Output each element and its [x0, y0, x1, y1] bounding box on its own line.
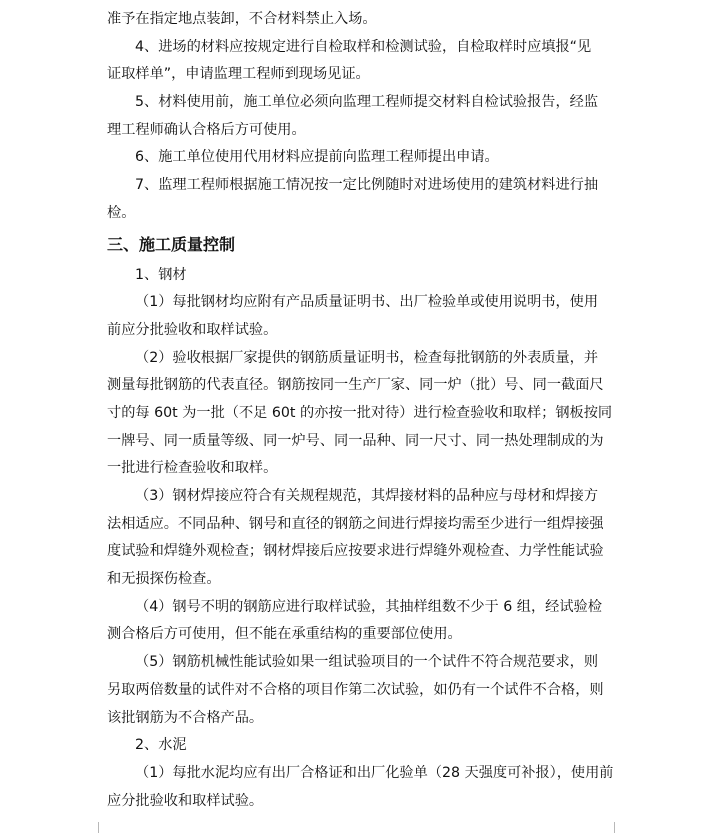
- text-line: 检。: [107, 204, 136, 221]
- text-line: 测合格后方可使用，但不能在承重结构的重要部位使用。: [107, 626, 462, 643]
- text-line: 证取样单”，申请监理工程师到现场见证。: [107, 66, 370, 83]
- paragraph-group-top: [107, 6, 607, 228]
- text-line: 和无损探伤检查。: [107, 571, 221, 588]
- text-line: 前应分批验收和取样试验。: [107, 321, 278, 338]
- text-line: 测量每批钢筋的代表直径。钢筋按同一生产厂家、同一炉（批）号、同一截面尺: [107, 377, 604, 394]
- text-line: （1）每批钢材均应附有产品质量证明书、出厂检验单或使用说明书，使用: [135, 294, 599, 311]
- paragraph-group-bottom: [107, 262, 614, 816]
- text-line: 度试验和焊缝外观检查；钢材焊接后应按要求进行焊缝外观检查、力学性能试验: [107, 543, 604, 560]
- text-line: 应分批验收和取样试验。: [107, 792, 264, 809]
- crop-mark-bottom-right: [614, 822, 629, 833]
- text-line: 5、材料使用前，施工单位必须向监理工程师提交材料自检试验报告，经监: [135, 94, 599, 111]
- text-line: 1、钢材: [135, 266, 187, 283]
- text-line: （4）钢号不明的钢筋应进行取样试验，其抽样组数不少于 6 组，经试验检: [135, 598, 602, 615]
- text-line: 一牌号、同一质量等级、同一炉号、同一品种、同一尺寸、同一热处理制成的为: [107, 432, 604, 449]
- text-line: （5）钢筋机械性能试验如果一组试验项目的一个试件不符合规范要求，则: [135, 654, 599, 671]
- text-line: 准予在指定地点装卸，不合材料禁止入场。: [107, 11, 377, 27]
- text-line: 理工程师确认合格后方可使用。: [107, 121, 306, 138]
- text-line: 一批进行检查验收和取样。: [107, 460, 278, 477]
- text-line: 6、施工单位使用代用材料应提前向监理工程师提出申请。: [135, 149, 499, 166]
- text-line: 4、进场的材料应按规定进行自检取样和检测试验，自检取样时应填报“见: [135, 38, 592, 55]
- text-line: 7、监理工程师根据施工情况按一定比例随时对进场使用的建筑材料进行抽: [135, 177, 599, 194]
- text-line: 法相适应。不同品种、钢号和直径的钢筋之间进行焊接均需至少进行一组焊接强: [107, 515, 604, 532]
- text-line: 该批钢筋为不合格产品。: [107, 709, 264, 726]
- text-line: （2）验收根据厂家提供的钢筋质量证明书，检查每批钢筋的外表质量，并: [135, 349, 599, 366]
- text-line: （1）每批水泥均应有出厂合格证和出厂化验单（28 天强度可补报），使用前: [135, 764, 614, 781]
- section-heading: 三、施工质量控制: [107, 234, 236, 254]
- crop-mark-bottom-left: [84, 822, 99, 833]
- text-line: 寸的每 60t 为一批（不足 60t 的亦按一批对待）进行检查验收和取样；钢板按同: [107, 404, 613, 421]
- text-line: 另取两倍数量的试件对不合格的项目作第二次试验，如仍有一个试件不合格，则: [107, 681, 604, 698]
- document-body: [107, 6, 614, 815]
- text-line: 2、水泥: [135, 737, 187, 754]
- text-line: （3）钢材焊接应符合有关规程规范，其焊接材料的品种应与母材和焊接方: [135, 488, 599, 504]
